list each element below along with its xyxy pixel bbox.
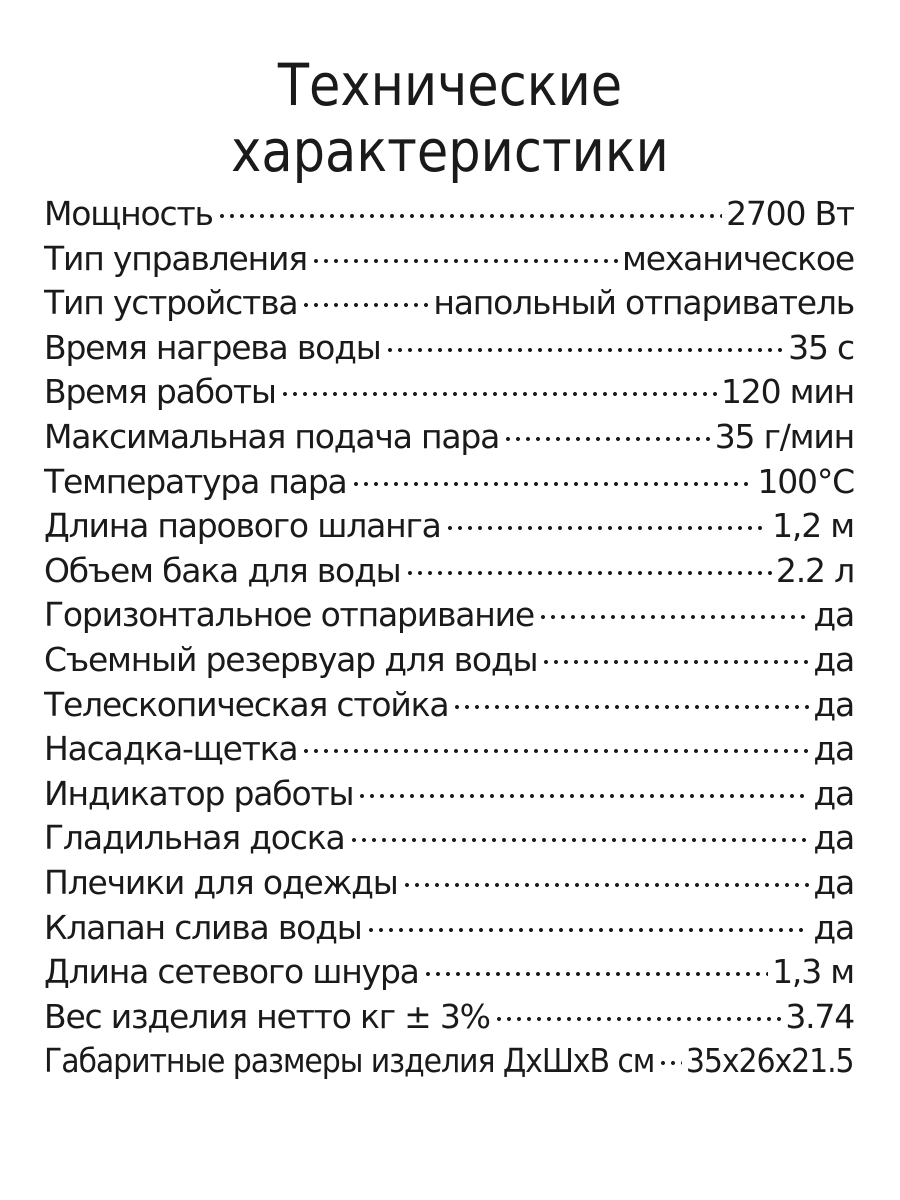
spec-value: механическое — [622, 238, 854, 278]
spec-row-tank-volume — [44, 549, 854, 594]
spec-row-power — [44, 192, 854, 237]
spec-label: Мощность — [44, 194, 213, 233]
dot-leader — [538, 612, 809, 622]
dot-leader — [311, 256, 618, 266]
spec-label: Объем бака для воды — [44, 550, 401, 590]
spec-label: Индикатор работы — [44, 773, 354, 813]
dot-leader — [280, 389, 717, 399]
spec-row-ironing-board — [44, 816, 854, 861]
dot-leader — [357, 791, 809, 801]
spec-row-brush-nozzle — [44, 727, 854, 772]
spec-row-hangers — [44, 861, 854, 906]
dot-leader — [385, 345, 785, 355]
spec-label: Вес изделия нетто кг ± 3% — [44, 996, 490, 1036]
dot-leader — [402, 880, 810, 890]
spec-value: да — [813, 684, 854, 724]
spec-label: Тип управления — [44, 238, 307, 278]
spec-value: 100°С — [757, 461, 854, 501]
spec-row-drain-valve — [44, 906, 854, 951]
spec-value: 2.2 л — [775, 550, 854, 590]
spec-value: да — [813, 729, 854, 769]
title-line-1: Технические — [277, 51, 623, 119]
spec-row-heat-time — [44, 326, 854, 371]
spec-label: Габаритные размеры изделия ДхШхВ см — [44, 1041, 655, 1081]
spec-value: 35 с — [788, 327, 854, 367]
spec-label: Время нагрева воды — [44, 327, 381, 367]
spec-label: Насадка-щетка — [44, 729, 298, 769]
dot-leader — [658, 1058, 682, 1068]
spec-row-control-type — [44, 237, 854, 282]
spec-value: 35 г/мин — [714, 416, 854, 456]
spec-label: Гладильная доска — [44, 818, 345, 858]
dot-leader — [301, 300, 429, 310]
spec-label: Клапан слива воды — [44, 907, 362, 947]
spec-row-net-weight — [44, 995, 854, 1040]
dot-leader — [452, 702, 809, 712]
spec-row-hose-length — [44, 504, 854, 549]
spec-label: Съемный резервуар для воды — [44, 639, 538, 679]
spec-value: 120 мин — [721, 372, 854, 412]
spec-label: Тип устройства — [44, 283, 298, 323]
spec-label: Время работы — [44, 372, 276, 412]
spec-label: Максимальная подача пара — [44, 416, 500, 456]
dot-leader — [405, 568, 772, 578]
dot-leader — [445, 523, 768, 533]
spec-label: Телескопическая стойка — [44, 684, 449, 724]
dot-leader — [541, 657, 809, 667]
dot-leader — [217, 211, 722, 221]
spec-value: напольный отпариватель — [433, 283, 854, 323]
spec-value: да — [813, 818, 854, 858]
title-line-2: характеристики — [231, 117, 669, 185]
spec-value: 35x26x21.5 — [686, 1041, 854, 1081]
spec-label: Плечики для одежды — [44, 862, 398, 902]
spec-value: 3.74 — [785, 996, 854, 1036]
spec-label: Длина сетевого шнура — [44, 952, 419, 992]
spec-row-horizontal-steaming — [44, 593, 854, 638]
spec-row-steam-output — [44, 415, 854, 460]
dot-leader — [301, 746, 809, 756]
spec-row-cord-length — [44, 950, 854, 995]
dot-leader — [351, 479, 754, 489]
spec-row-work-indicator — [44, 772, 854, 817]
spec-value: да — [813, 595, 854, 635]
spec-label: Горизонтальное отпаривание — [44, 595, 534, 635]
spec-row-work-time — [44, 370, 854, 415]
spec-label: Температура пара — [44, 461, 347, 501]
spec-row-steam-temperature — [44, 460, 854, 505]
spec-list — [44, 192, 854, 1084]
spec-row-telescopic-stand — [44, 683, 854, 728]
spec-label: Длина парового шланга — [44, 506, 441, 546]
spec-row-device-type — [44, 281, 854, 326]
spec-value: да — [813, 773, 854, 813]
spec-value: 1,2 м — [772, 506, 854, 546]
spec-row-removable-tank — [44, 638, 854, 683]
page-title — [54, 52, 846, 184]
dot-leader — [349, 835, 810, 845]
dot-leader — [503, 434, 711, 444]
spec-value: 1,3 м — [772, 952, 854, 992]
spec-value: да — [813, 862, 854, 902]
spec-value: да — [813, 639, 854, 679]
spec-value: 2700 Вт — [726, 194, 854, 233]
dot-leader — [494, 1014, 781, 1024]
dot-leader — [366, 925, 810, 935]
spec-row-dimensions — [44, 1039, 854, 1084]
dot-leader — [423, 969, 768, 979]
spec-value: да — [813, 907, 854, 947]
